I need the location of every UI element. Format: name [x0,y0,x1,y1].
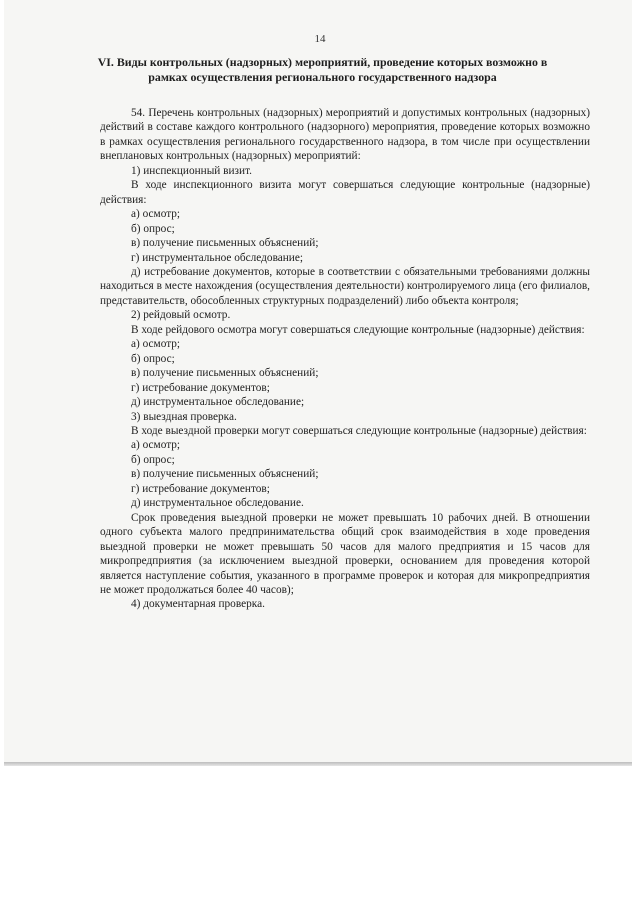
onsite-audit-duration-paragraph: Срок проведения выездной проверки не может превышать 10 рабочих дней. В отношении одного субъекта малого предпринимательства общий срок взаимодействия в ходе проведения выездной проверки не может превышать 50 часов для малого предприятия и 15 часов для микропредприятия (за исключением выездной проверки, основанием для проведения которой является наступление события, указанного в программе проверок и которая для микропредприятия не может продолжаться более 40 часов); [100,511,590,596]
scan-bottom-edge [4,762,632,766]
list-item: г) инструментальное обследование; [131,251,304,264]
list-item: а) осмотр; [131,439,181,452]
list-item: г) истребование документов; [131,381,270,394]
list-item-documentary-audit: 4) документарная проверка. [131,598,265,611]
document-body [100,106,590,612]
list-item: а) осмотр; [131,208,181,221]
list-item: б) опрос; [131,453,175,466]
list-item: б) опрос; [131,352,175,365]
onsite-audit-actions-intro: В ходе выездной проверки могут совершаться следующие контрольные (надзорные) действия: [131,424,587,437]
paragraph-54-intro: 54. Перечень контрольных (надзорных) мероприятий и допустимых контрольных (надзорных) действий в составе каждого контрольного (надзорного) мероприятия, проведение которых возможно в рамках осуществления регионального государственного надзора, в том числе при осуществлении внеплановых контрольных (надзорных) мероприятий: [100,107,590,163]
list-item: г) истребование документов; [131,482,270,495]
list-item: в) получение письменных объяснений; [131,237,319,250]
list-item: д) инструментальное обследование. [131,497,304,510]
list-item: а) осмотр; [131,338,181,351]
inspection-visit-actions-intro: В ходе инспекционного визита могут совершаться следующие контрольные (надзорные) действия: [100,179,590,206]
list-item-inspection-visit: 1) инспекционный визит. [131,164,252,177]
list-item: д) инструментальное обследование; [131,396,305,409]
list-item-raid-inspection: 2) рейдовый осмотр. [131,309,231,322]
list-item: в) получение письменных объяснений; [131,367,319,380]
section-heading: VI. Виды контрольных (надзорных) мероприятий, проведение которых возможно в рамках осуществления регионального государственного надзора [97,55,548,85]
raid-inspection-actions-intro: В ходе рейдового осмотра могут совершаться следующие контрольные (надзорные) действия: [131,323,585,336]
list-item: д) истребование документов, которые в соответствии с обязательными требованиями должны находиться в месте нахождения (осуществления деятельности) контролируемого лица (его филиалов, представительств, обособленных структурных подразделений) либо объекта контроля; [100,265,590,307]
page-number: 14 [314,33,326,45]
list-item: в) получение письменных объяснений; [131,468,319,481]
list-item: б) опрос; [131,222,175,235]
list-item-onsite-audit: 3) выездная проверка. [131,410,237,423]
